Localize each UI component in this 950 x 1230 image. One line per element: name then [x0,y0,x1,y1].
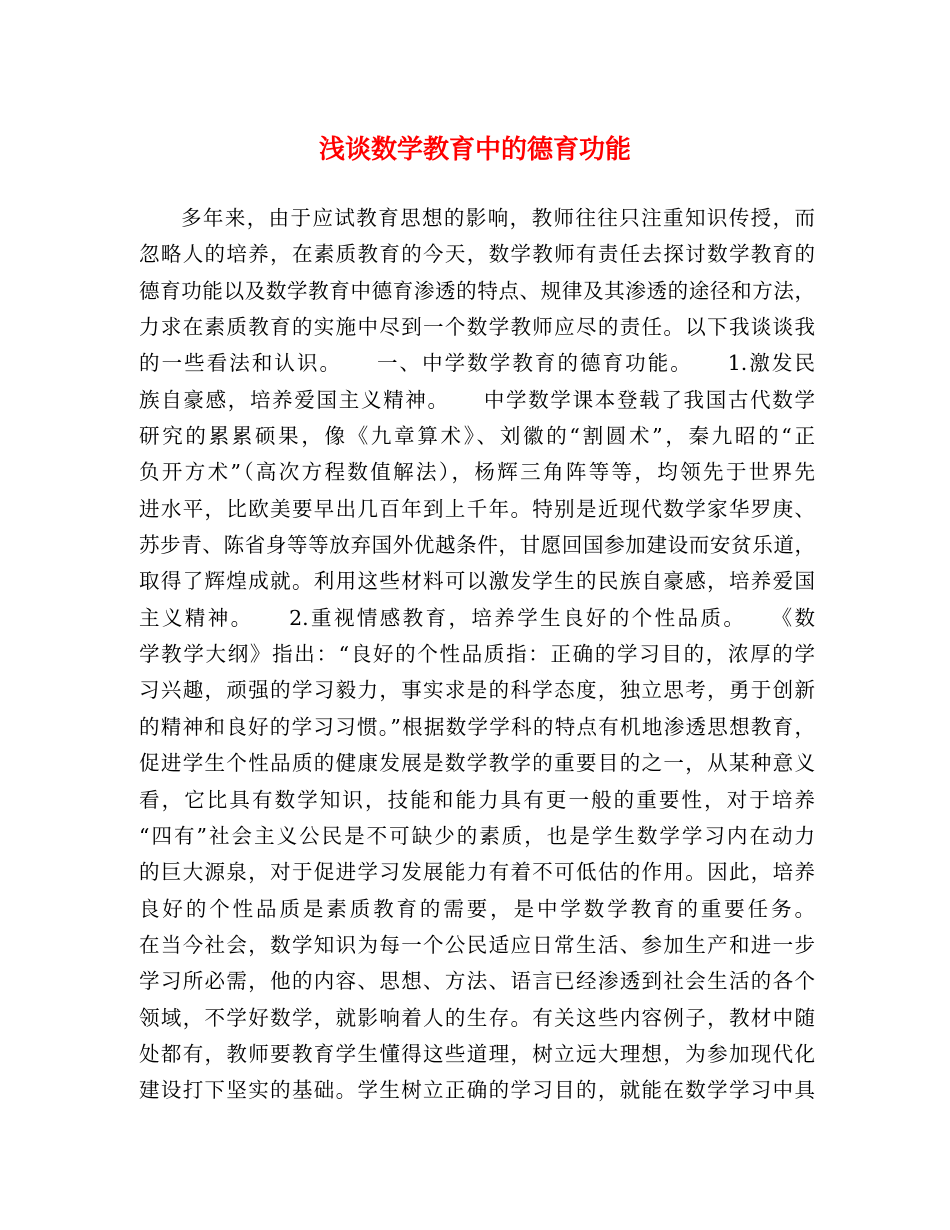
body-line: 看，它比具有数学知识，技能和能力具有更一般的重要性，对于培养 [139,787,815,812]
body-line: 进水平，比欧美要早出几百年到上千年。特别是近现代数学家华罗庚、 [139,496,815,521]
body-line: 取得了辉煌成就。利用这些材料可以激发学生的民族自豪感，培养爱国 [139,569,815,594]
body-line: 的巨大源泉，对于促进学习发展能力有着不可低估的作用。因此，培养 [139,860,815,885]
body-line: 学习所必需，他的内容、思想、方法、语言已经渗透到社会生活的各个 [139,969,815,994]
body-line: 学教学大纲》指出：“良好的个性品质指：正确的学习目的，浓厚的学 [139,642,815,667]
document-title: 浅谈数学教育中的德育功能 [318,135,631,165]
body-line: 的精神和良好的学习习惯。”根据数学学科的特点有机地渗透思想教育， [139,714,815,739]
body-line: 主义精神。 2.重视情感教育，培养学生良好的个性品质。 《数 [139,605,815,630]
body-line: “四有”社会主义公民是不可缺少的素质，也是学生数学学习内在动力 [139,823,815,848]
body-line: 忽略人的培养，在素质教育的今天，数学教师有责任去探讨数学教育的 [139,242,815,267]
body-line: 苏步青、陈省身等等放弃国外优越条件，甘愿回国参加建设而安贫乐道， [139,533,815,558]
body-line: 研究的累累硕果，像《九章算术》、刘徽的“割圆术”，秦九昭的“正 [139,424,815,449]
body-line: 习兴趣，顽强的学习毅力，事实求是的科学态度，独立思考，勇于创新 [139,678,815,703]
body-line: 的一些看法和认识。 一、中学数学教育的德育功能。 1.激发民 [139,351,815,376]
body-line: 建设打下坚实的基础。学生树立正确的学习目的，就能在数学学习中具 [139,1078,815,1103]
body-line: 处都有，教师要教育学生懂得这些道理，树立远大理想，为参加现代化 [139,1041,815,1066]
body-line: 良好的个性品质是素质教育的需要，是中学数学教育的重要任务。 [139,896,815,921]
body-line: 领域，不学好数学，就影响着人的生存。有关这些内容例子，教材中随 [139,1005,815,1030]
body-line: 负开方术”（高次方程数值解法），杨辉三角阵等等，均领先于世界先 [139,460,815,485]
document-body [139,200,815,1109]
body-line: 德育功能以及数学教育中德育渗透的特点、规律及其渗透的途径和方法， [139,278,815,303]
body-line: 在当今社会，数学知识为每一个公民适应日常生活、参加生产和进一步 [139,932,815,957]
body-line: 多年来，由于应试教育思想的影响，教师往往只注重知识传授，而 [181,206,815,230]
body-line: 促进学生个性品质的健康发展是数学教学的重要目的之一，从某种意义 [139,751,815,776]
body-line: 族自豪感，培养爱国主义精神。 中学数学课本登载了我国古代数学 [139,387,815,412]
body-line: 力求在素质教育的实施中尽到一个数学教师应尽的责任。以下我谈谈我 [139,315,815,340]
